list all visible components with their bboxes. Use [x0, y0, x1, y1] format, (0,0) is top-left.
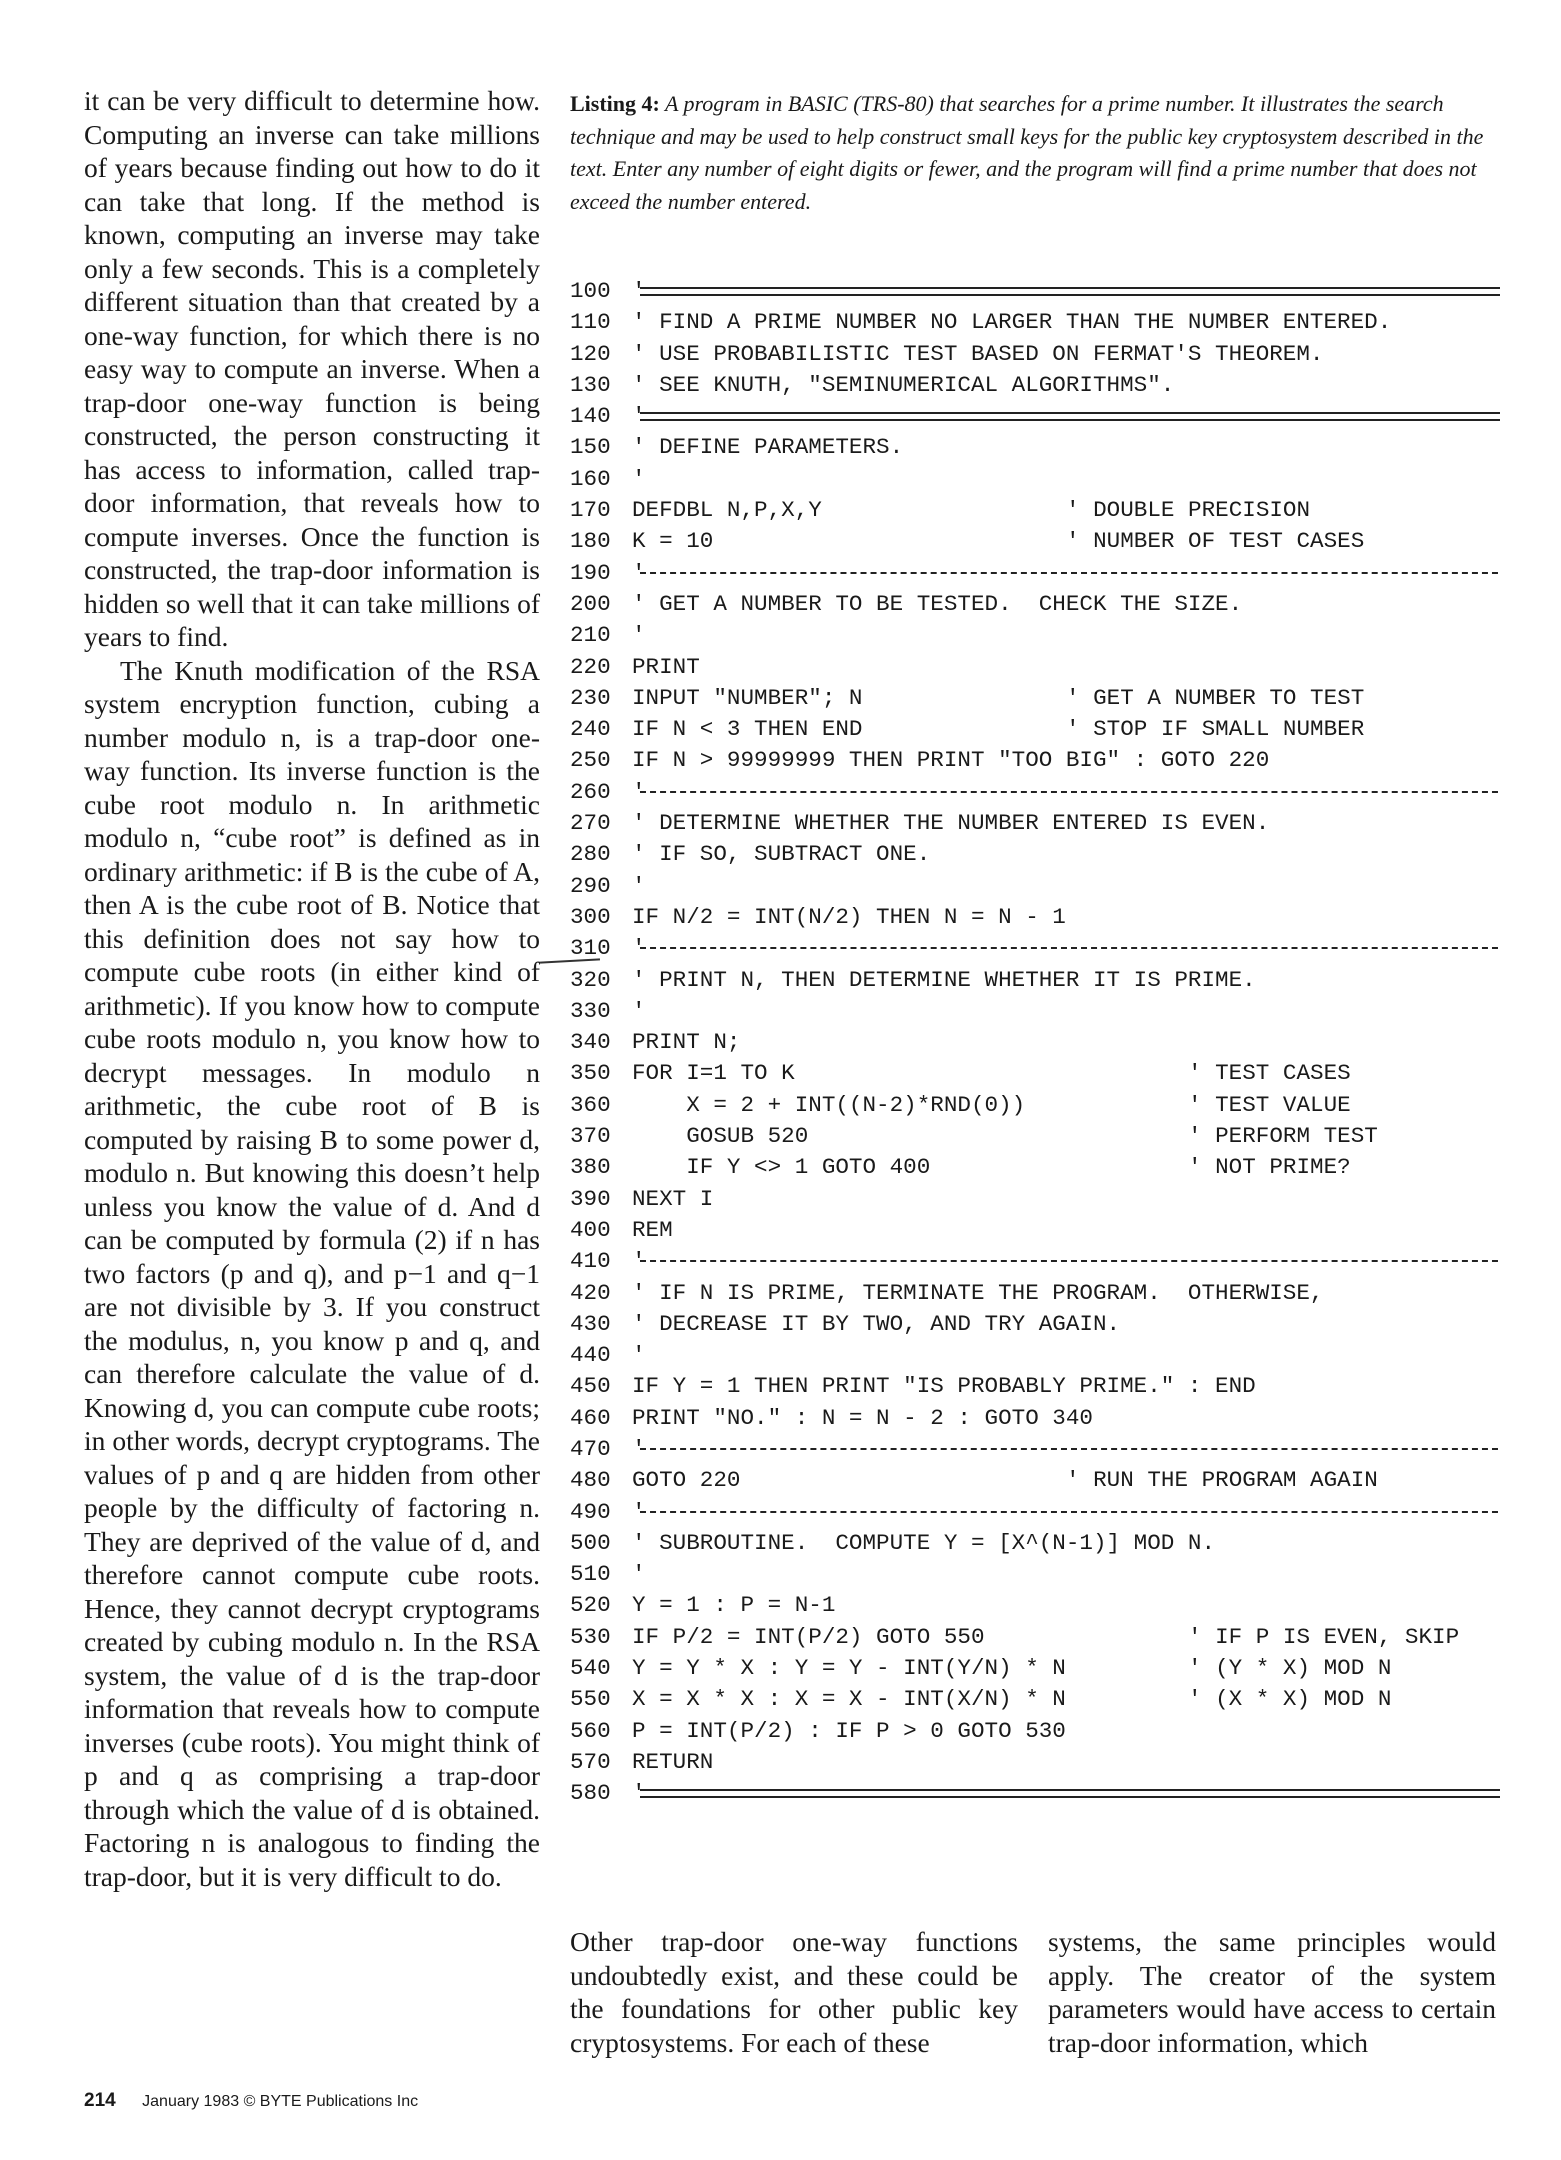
code-statement: Y = 1 : P = N-1: [632, 1592, 836, 1619]
line-number: 400: [570, 1216, 611, 1243]
footer-credit: January 1983 © BYTE Publications Inc: [142, 2093, 419, 2110]
line-number: 410: [570, 1248, 611, 1275]
code-statement: ': [632, 997, 646, 1024]
code-line: [570, 683, 1500, 714]
code-statement: FOR I=1 TO K: [632, 1060, 795, 1087]
left-paragraph-2: The Knuth modification of the RSA system encryption function, cubing a number modulo n, is a trap-door one-way function. Its inverse function is the cube root modulo n. In arithmetic modulo n, “cube root” is defined as in ordinary arithmetic: if B is the cube of A, then A is the cube root of B. Notice that this definition does not say how to compute cube roots (in either kind of arithmetic). If you know how to compute cube roots modulo n, you know how to decrypt messages. In modulo n arithmetic, the cube root of B is computed by raising B to some power d, modulo n. But knowing this doesn’t help unless you know the value of d. And d can be computed by formula (2) if n has two factors (p and q), and p−1 and q−1 are not divisible by 3. If you construct the modulus, n, you know p and q, and can therefore calculate the value of d. Knowing d, you can compute cube roots; in other words, decrypt cryptograms. The values of p and q are hidden from other people by the difficulty of factoring n. They are deprived of the value of d, and therefore cannot compute cube roots. Hence, they cannot decrypt cryptograms created by cubing modulo n. In the RSA system, the value of d is the trap-door information that reveals how to compute inverses (cube roots). You might think of p and q as comprising a trap-door through which the value of d is obtained. Factoring n is analogous to finding the trap-door, but it is very difficult to do.: [84, 654, 540, 1892]
caption-text: A program in BASIC (TRS-80) that searches for a prime number. It illustrates the search technique and may be used to help construct small keys for the public key cryptosystem described in the text. Enter any number of eight digits or fewer, and the program will find a prime number that does not exceed the number entered.: [570, 91, 1484, 214]
code-line: [570, 1590, 1500, 1621]
code-statement: IF N/2 = INT(N/2) THEN N = N - 1: [632, 903, 1066, 930]
line-number: 240: [570, 716, 611, 743]
code-line: [570, 464, 1500, 495]
separator-rule: [640, 412, 1500, 421]
code-line: [570, 307, 1500, 338]
line-number: 160: [570, 465, 611, 492]
code-line: [570, 965, 1500, 996]
code-line: [570, 745, 1500, 776]
code-statement: X = 2 + INT((N-2)*RND(0)): [632, 1091, 1026, 1118]
code-statement: GOSUB 520: [632, 1123, 809, 1150]
code-line: [570, 1465, 1500, 1496]
code-line: [570, 777, 1500, 808]
code-line: [570, 276, 1500, 307]
code-statement: ' DETERMINE WHETHER THE NUMBER ENTERED IS EVEN.: [632, 810, 1270, 837]
separator-quote: ': [632, 403, 646, 430]
line-number: 480: [570, 1467, 611, 1494]
code-line: [570, 933, 1500, 964]
line-number: 180: [570, 528, 611, 555]
line-number: 130: [570, 371, 611, 398]
code-line: [570, 902, 1500, 933]
code-comment: ' STOP IF SMALL NUMBER: [1066, 716, 1365, 743]
code-line: [570, 589, 1500, 620]
line-number: 560: [570, 1717, 611, 1744]
line-number: 510: [570, 1561, 611, 1588]
code-comment: ' RUN THE PROGRAM AGAIN: [1066, 1467, 1378, 1494]
code-line: [570, 1403, 1500, 1434]
code-statement: REM: [632, 1216, 673, 1243]
code-line: [570, 996, 1500, 1027]
code-line: [570, 401, 1500, 432]
line-number: 500: [570, 1529, 611, 1556]
code-line: [570, 871, 1500, 902]
line-number: 330: [570, 997, 611, 1024]
line-number: 270: [570, 810, 611, 837]
code-line: [570, 1653, 1500, 1684]
code-statement: ' DECREASE IT BY TWO, AND TRY AGAIN.: [632, 1310, 1121, 1337]
line-number: 550: [570, 1686, 611, 1713]
code-line: [570, 370, 1500, 401]
code-line: [570, 1215, 1500, 1246]
code-line: [570, 1184, 1500, 1215]
code-comment: ' GET A NUMBER TO TEST: [1066, 684, 1365, 711]
code-statement: K = 10: [632, 528, 714, 555]
left-column-text: [84, 84, 540, 1893]
code-comment: ' TEST VALUE: [1188, 1091, 1351, 1118]
code-statement: ' DEFINE PARAMETERS.: [632, 434, 904, 461]
separator-quote: ': [632, 1435, 646, 1462]
line-number: 310: [570, 935, 611, 962]
code-line: [570, 432, 1500, 463]
line-number: 250: [570, 747, 611, 774]
code-line: [570, 1622, 1500, 1653]
listing-caption: [570, 88, 1496, 218]
line-number: 370: [570, 1123, 611, 1150]
code-comment: ' (Y * X) MOD N: [1188, 1655, 1392, 1682]
code-statement: IF P/2 = INT(P/2) GOTO 550: [632, 1623, 985, 1650]
line-number: 200: [570, 590, 611, 617]
code-line: [570, 1747, 1500, 1778]
line-number: 220: [570, 653, 611, 680]
code-statement: P = INT(P/2) : IF P > 0 GOTO 530: [632, 1717, 1066, 1744]
code-statement: X = X * X : X = X - INT(X/N) * N: [632, 1686, 1066, 1713]
code-line: [570, 1716, 1500, 1747]
code-statement: ': [632, 872, 646, 899]
line-number: 520: [570, 1592, 611, 1619]
code-statement: Y = Y * X : Y = Y - INT(Y/N) * N: [632, 1655, 1066, 1682]
code-line: [570, 808, 1500, 839]
line-number: 170: [570, 497, 611, 524]
code-line: [570, 1058, 1500, 1089]
code-line: [570, 1434, 1500, 1465]
code-comment: ' NUMBER OF TEST CASES: [1066, 528, 1365, 555]
separator-rule: [640, 1260, 1500, 1262]
separator-rule: [640, 287, 1500, 296]
code-statement: NEXT I: [632, 1185, 714, 1212]
page-footer: [84, 2090, 418, 2112]
code-comment: ' DOUBLE PRECISION: [1066, 497, 1311, 524]
code-line: [570, 652, 1500, 683]
code-comment: ' NOT PRIME?: [1188, 1154, 1351, 1181]
code-line: [570, 1497, 1500, 1528]
separator-quote: ': [632, 1498, 646, 1525]
line-number: 100: [570, 278, 611, 304]
line-number: 260: [570, 778, 611, 805]
code-statement: RETURN: [632, 1748, 714, 1775]
line-number: 110: [570, 309, 611, 336]
code-line: [570, 495, 1500, 526]
code-comment: ' IF P IS EVEN, SKIP: [1188, 1623, 1460, 1650]
line-number: 490: [570, 1498, 611, 1525]
code-statement: ' IF N IS PRIME, TERMINATE THE PROGRAM. OTHERWISE,: [632, 1279, 1324, 1306]
code-line: [570, 620, 1500, 651]
line-number: 380: [570, 1154, 611, 1181]
code-line: [570, 1121, 1500, 1152]
code-statement: IF N < 3 THEN END: [632, 716, 863, 743]
line-number: 340: [570, 1029, 611, 1056]
line-number: 210: [570, 622, 611, 649]
line-number: 460: [570, 1404, 611, 1431]
basic-listing: [570, 276, 1500, 1810]
line-number: 390: [570, 1185, 611, 1212]
line-number: 420: [570, 1279, 611, 1306]
line-number: 120: [570, 340, 611, 367]
line-number: 230: [570, 684, 611, 711]
line-number: 540: [570, 1655, 611, 1682]
code-line: [570, 526, 1500, 557]
code-statement: ' USE PROBABILISTIC TEST BASED ON FERMAT'S THEOREM.: [632, 340, 1324, 367]
code-line: [570, 1340, 1500, 1371]
code-line: [570, 1559, 1500, 1590]
bottom-right-text: systems, the same principles would apply. The creator of the system parameters would have access to certain trap-door information, which: [1048, 1926, 1496, 2058]
code-statement: ': [632, 622, 646, 649]
line-number: 570: [570, 1748, 611, 1775]
separator-rule: [640, 1448, 1500, 1450]
code-line: [570, 1778, 1500, 1809]
separator-rule: [640, 947, 1500, 949]
left-paragraph-1: it can be very difficult to determine how. Computing an inverse can take millions of years because finding out how to do it can take that long. If the method is known, computing an inverse may take only a few seconds. This is a completely different situation than that created by a one-way function, for which there is no easy way to compute an inverse. When a trap-door one-way function is being constructed, the person constructing it has access to information, called trap-door information, that reveals how to compute inverses. Once the function is constructed, the trap-door information is hidden so well that it can take millions of years to find.: [84, 85, 540, 652]
code-line: [570, 339, 1500, 370]
code-line: [570, 1309, 1500, 1340]
line-number: 320: [570, 966, 611, 993]
code-line: [570, 1246, 1500, 1277]
line-number: 440: [570, 1342, 611, 1369]
line-number: 430: [570, 1310, 611, 1337]
separator-quote: ': [632, 1780, 646, 1807]
line-number: 190: [570, 559, 611, 586]
code-statement: ': [632, 465, 646, 492]
code-line: [570, 1684, 1500, 1715]
code-line: [570, 558, 1500, 589]
line-number: 530: [570, 1623, 611, 1650]
code-line: [570, 1027, 1500, 1058]
separator-rule: [640, 1511, 1500, 1513]
code-line: [570, 1090, 1500, 1121]
code-statement: ': [632, 1561, 646, 1588]
line-number: 150: [570, 434, 611, 461]
code-statement: PRINT "NO." : N = N - 2 : GOTO 340: [632, 1404, 1093, 1431]
code-statement: IF Y <> 1 GOTO 400: [632, 1154, 931, 1181]
separator-quote: ': [632, 1248, 646, 1275]
code-statement: ' PRINT N, THEN DETERMINE WHETHER IT IS PRIME.: [632, 966, 1256, 993]
separator-rule: [640, 1789, 1500, 1798]
line-number: 290: [570, 872, 611, 899]
code-line: [570, 1278, 1500, 1309]
page-number: 214: [84, 2090, 116, 2111]
line-number: 360: [570, 1091, 611, 1118]
code-statement: ' SEE KNUTH, "SEMINUMERICAL ALGORITHMS".: [632, 371, 1175, 398]
code-statement: ' GET A NUMBER TO BE TESTED. CHECK THE SIZE.: [632, 590, 1243, 617]
code-line: [570, 1371, 1500, 1402]
code-comment: ' PERFORM TEST: [1188, 1123, 1378, 1150]
separator-quote: ': [632, 778, 646, 805]
line-number: 450: [570, 1373, 611, 1400]
separator-rule: [640, 572, 1500, 574]
code-statement: IF Y = 1 THEN PRINT "IS PROBABLY PRIME." : END: [632, 1373, 1256, 1400]
code-statement: ' FIND A PRIME NUMBER NO LARGER THAN THE NUMBER ENTERED.: [632, 309, 1392, 336]
separator-rule: [640, 791, 1500, 793]
code-statement: IF N > 99999999 THEN PRINT "TOO BIG" : GOTO 220: [632, 747, 1270, 774]
line-number: 470: [570, 1435, 611, 1462]
code-line: [570, 1528, 1500, 1559]
code-line: [570, 714, 1500, 745]
code-statement: GOTO 220: [632, 1467, 741, 1494]
caption-label: Listing 4:: [570, 91, 660, 116]
code-statement: DEFDBL N,P,X,Y: [632, 497, 822, 524]
separator-quote: ': [632, 935, 646, 962]
code-comment: ' TEST CASES: [1188, 1060, 1351, 1087]
line-number: 280: [570, 841, 611, 868]
separator-quote: ': [632, 278, 646, 304]
line-number: 580: [570, 1780, 611, 1807]
code-comment: ' (X * X) MOD N: [1188, 1686, 1392, 1713]
line-number: 350: [570, 1060, 611, 1087]
code-statement: ' SUBROUTINE. COMPUTE Y = [X^(N-1)] MOD N.: [632, 1529, 1216, 1556]
separator-quote: ': [632, 559, 646, 586]
bottom-middle-text: Other trap-door one-way functions undoubtedly exist, and these could be the foundations for other public key cryptosystems. For each of these: [570, 1926, 1018, 2058]
code-line: [570, 839, 1500, 870]
code-statement: ': [632, 1342, 646, 1369]
code-statement: INPUT "NUMBER"; N: [632, 684, 863, 711]
code-statement: PRINT N;: [632, 1029, 741, 1056]
code-line: [570, 1152, 1500, 1183]
code-statement: ' IF SO, SUBTRACT ONE.: [632, 841, 931, 868]
code-statement: PRINT: [632, 653, 700, 680]
line-number: 140: [570, 403, 611, 430]
line-number: 300: [570, 903, 611, 930]
